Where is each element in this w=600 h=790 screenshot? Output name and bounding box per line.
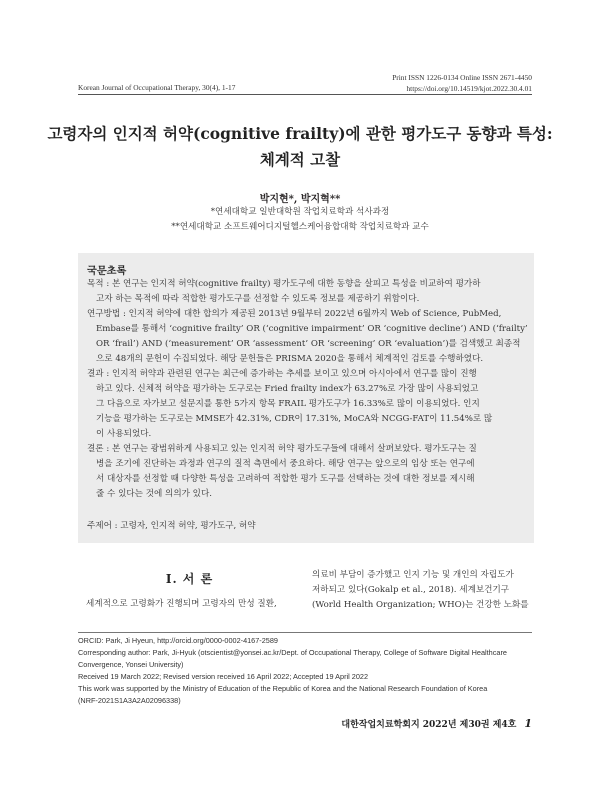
- abstract-line: 서 대상자를 선정할 때 다양한 특성을 고려하여 적합한 평가 도구를 선택하는 것에 대한 정보를 제시해: [96, 474, 475, 484]
- footnote-corresponding: Convergence, Yonsei University): [78, 660, 184, 669]
- section-heading-introduction: Ⅰ. 서 론: [165, 572, 214, 586]
- abstract-line: 연구방법 : 인지적 허약에 대한 합의가 제공된 2013년 9월부터 2022년 6월까지 Web of Science, PubMed,: [87, 309, 502, 319]
- abstract-line: 하고 있다. 신체적 허약을 평가하는 도구로는 Fried frailty index가 63.27%로 가장 많이 사용되었고: [96, 384, 479, 394]
- abstract-line: 이 사용되었다.: [96, 429, 152, 439]
- footnote-corresponding: Corresponding author: Park, Ji-Hyuk (otscientist@yonsei.ac.kr/Dept. of Occupational Therapy, College of Software Digital Healthcare: [78, 648, 507, 657]
- page-number: 1: [524, 717, 532, 730]
- keywords: 주제어 : 고령자, 인지적 허약, 평가도구, 허약: [87, 521, 256, 531]
- abstract-line: 줄 수 있다는 것에 의의가 있다.: [96, 489, 213, 499]
- abstract-line: 그 다음으로 자가보고 설문지를 통한 5가지 항목 FRAIL 평가도구가 16.33%로 많이 이용되었다. 인지: [96, 399, 480, 409]
- footnote-divider: [78, 632, 532, 633]
- journal-citation: Korean Journal of Occupational Therapy, 30(4), 1-17: [78, 83, 236, 92]
- abstract-line: OR ‘frail’) AND (‘measurement’ OR ‘assessment’ OR ‘screening’ OR ‘evaluation’)를 검색했고 최종적: [96, 339, 521, 349]
- footnote-funding: (NRF-2021S1A3A2A02096338): [78, 696, 181, 705]
- abstract-line: Embase를 통해서 ‘cognitive frailty’ OR (‘cognitive impairment’ OR ‘cognitive decline’) AND (‘frailty’: [96, 324, 528, 334]
- body-text-right: (World Health Organization; WHO)는 건강한 노화를: [312, 600, 529, 610]
- issn-info: [392, 72, 532, 94]
- abstract-line: 으로 48개의 문헌이 수집되었다. 해당 문헌들은 PRISMA 2020을 통해서 체계적인 검토를 수행하였다.: [96, 354, 484, 364]
- affiliation-1: *연세대학교 일반대학원 작업치료학과 석사과정: [210, 207, 390, 217]
- paper-title-line-1: 고령자의 인지적 허약(cognitive frailty)에 관한 평가도구 동향과 특성:: [47, 124, 553, 143]
- footnote-received: Received 19 March 2022; Revised version received 16 April 2022; Accepted 19 April 2022: [78, 672, 369, 681]
- doi-link[interactable]: https://doi.org/10.14519/kjot.2022.30.4.01: [406, 84, 532, 93]
- issn-line: Print ISSN 1226-0134 Online ISSN 2671-4450: [392, 73, 532, 82]
- abstract-line: 목적 : 본 연구는 인지적 허약(cognitive frailty) 평가도구에 대한 동향을 살피고 특성을 비교하여 평가하: [87, 279, 481, 289]
- body-text-right: 의료비 부담이 증가했고 인지 기능 및 개인의 자립도가: [312, 570, 514, 580]
- affiliation-2: **연세대학교 소프트웨어디지털헬스케어융합대학 작업치료학과 교수: [171, 222, 429, 232]
- body-text-right: 저하되고 있다(Gokalp et al., 2018). 세계보건기구: [312, 585, 510, 595]
- page-footer: [341, 717, 532, 730]
- abstract-heading: 국문초록: [87, 265, 127, 277]
- paper-title-line-2: 체계적 고찰: [259, 150, 341, 169]
- abstract-line: 고자 하는 목적에 따라 적합한 평가도구를 선정할 수 있도록 정보를 제공하기 위함이다.: [96, 294, 420, 304]
- abstract-line: 기능을 평가하는 도구로는 MMSE가 42.31%, CDR이 17.31%, MoCA와 NCGG-FAT이 11.54%로 많: [96, 414, 493, 424]
- header-divider: [78, 94, 532, 95]
- footnote-orcid: ORCID: Park, Ji Hyeun, http://orcid.org/0000-0002-4167-2589: [78, 636, 278, 645]
- authors: 박지현*, 박지혁**: [259, 194, 341, 205]
- body-text-left: 세계적으로 고령화가 진행되며 고령자의 만성 질환,: [86, 599, 277, 609]
- journal-issue-info: 대한작업치료학회지 2022년 제30권 제4호: [341, 720, 517, 730]
- abstract-line: 결과 : 인지적 허약과 관련된 연구는 최근에 증가하는 추세를 보이고 있으며 아시아에서 연구를 많이 진행: [87, 369, 477, 379]
- footnote-funding: This work was supported by the Ministry of Education of the Republic of Korea and the National Research Foundation of Korea: [78, 684, 488, 693]
- abstract-line: 결론 : 본 연구는 광범위하게 사용되고 있는 인지적 허약 평가도구들에 대해서 살펴보았다. 평가도구는 질: [87, 444, 477, 454]
- abstract-line: 병을 조기에 진단하는 과정과 연구의 질적 측면에서 중요하다. 해당 연구는 앞으로의 임상 또는 연구에: [96, 459, 475, 469]
